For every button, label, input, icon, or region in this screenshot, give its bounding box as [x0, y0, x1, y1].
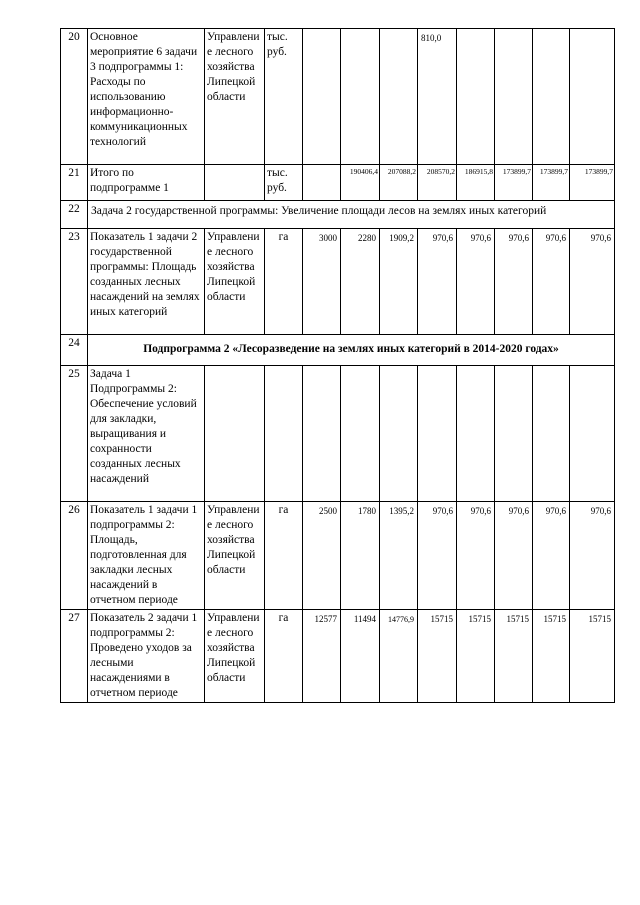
value-cell: 12577 [303, 610, 341, 703]
row-name: Показатель 1 задачи 2 государственной программы: Площадь созданных лесных насаждений на землях иных категорий [88, 229, 205, 335]
row-unit [265, 366, 303, 502]
value-cell: 1395,2 [380, 502, 418, 610]
row-number: 25 [61, 366, 88, 502]
program-table [60, 28, 615, 703]
value-cell [380, 29, 418, 165]
row-unit: тыс. руб. [265, 165, 303, 201]
value-cell [457, 29, 495, 165]
row-name: Задача 1 Подпрограммы 2: Обеспечение условий для закладки, выращивания и сохранности созданных лесных насаждений [88, 366, 205, 502]
row-name: Основное мероприятие 6 задачи 3 подпрограммы 1: Расходы по использованию информационно-коммуникационных технологий [88, 29, 205, 165]
value-cell [533, 29, 570, 165]
value-cell: 3000 [303, 229, 341, 335]
value-cell: 1909,2 [380, 229, 418, 335]
value-cell: 970,6 [457, 229, 495, 335]
row-number: 22 [61, 201, 88, 229]
table-row [61, 229, 615, 335]
value-cell [380, 366, 418, 502]
row-number: 27 [61, 610, 88, 703]
table-row [61, 165, 615, 201]
table-row [61, 201, 615, 229]
row-unit: га [265, 229, 303, 335]
value-cell: 173899,7 [495, 165, 533, 201]
value-cell [418, 366, 457, 502]
value-cell: 186915,8 [457, 165, 495, 201]
value-cell: 11494 [341, 610, 380, 703]
value-cell: 207088,2 [380, 165, 418, 201]
value-cell [303, 165, 341, 201]
value-cell: 970,6 [533, 502, 570, 610]
row-name: Итого по подпрограмме 1 [88, 165, 205, 201]
value-cell: 208570,2 [418, 165, 457, 201]
value-cell: 970,6 [570, 502, 615, 610]
row-unit: га [265, 610, 303, 703]
subprogram-heading: Подпрограмма 2 «Лесоразведение на землях иных категорий в 2014-2020 годах» [88, 335, 615, 366]
value-cell: 970,6 [418, 229, 457, 335]
row-organization: Управление лесного хозяйства Липецкой области [205, 29, 265, 165]
value-cell [341, 29, 380, 165]
row-name: Показатель 1 задачи 1 подпрограммы 2: Площадь, подготовленная для закладки лесных насаждений в отчетном периоде [88, 502, 205, 610]
value-cell: 15715 [457, 610, 495, 703]
value-cell: 2500 [303, 502, 341, 610]
row-organization: Управление лесного хозяйства Липецкой области [205, 610, 265, 703]
value-cell: 970,6 [457, 502, 495, 610]
row-name: Показатель 2 задачи 1 подпрограммы 2: Проведено уходов за лесными насаждениями в отчетном периоде [88, 610, 205, 703]
value-cell: 15715 [533, 610, 570, 703]
value-cell [303, 29, 341, 165]
row-unit: тыс. руб. [265, 29, 303, 165]
value-cell: 970,6 [533, 229, 570, 335]
value-cell [457, 366, 495, 502]
row-organization [205, 165, 265, 201]
row-number: 20 [61, 29, 88, 165]
value-cell: 970,6 [495, 229, 533, 335]
table-row [61, 335, 615, 366]
value-cell: 173899,7 [570, 165, 615, 201]
value-cell [495, 366, 533, 502]
table-row [61, 366, 615, 502]
value-cell: 970,6 [495, 502, 533, 610]
section-heading: Задача 2 государственной программы: Увеличение площади лесов на землях иных категорий [88, 201, 615, 229]
value-cell: 2280 [341, 229, 380, 335]
value-cell: 15715 [495, 610, 533, 703]
table-row [61, 502, 615, 610]
row-organization: Управление лесного хозяйства Липецкой области [205, 502, 265, 610]
row-number: 23 [61, 229, 88, 335]
value-cell [533, 366, 570, 502]
value-cell [341, 366, 380, 502]
value-cell: 14776,9 [380, 610, 418, 703]
value-cell [303, 366, 341, 502]
value-cell [495, 29, 533, 165]
value-cell: 970,6 [418, 502, 457, 610]
value-cell: 15715 [418, 610, 457, 703]
value-cell: 1780 [341, 502, 380, 610]
row-number: 21 [61, 165, 88, 201]
row-unit: га [265, 502, 303, 610]
row-number: 24 [61, 335, 88, 366]
row-number: 26 [61, 502, 88, 610]
value-cell: 190406,4 [341, 165, 380, 201]
table-row [61, 29, 615, 165]
table-row [61, 610, 615, 703]
row-organization [205, 366, 265, 502]
value-cell [570, 366, 615, 502]
value-cell [570, 29, 615, 165]
row-organization: Управление лесного хозяйства Липецкой области [205, 229, 265, 335]
value-cell: 15715 [570, 610, 615, 703]
value-cell: 173899,7 [533, 165, 570, 201]
value-cell: 970,6 [570, 229, 615, 335]
value-cell: 810,0 [418, 29, 457, 165]
